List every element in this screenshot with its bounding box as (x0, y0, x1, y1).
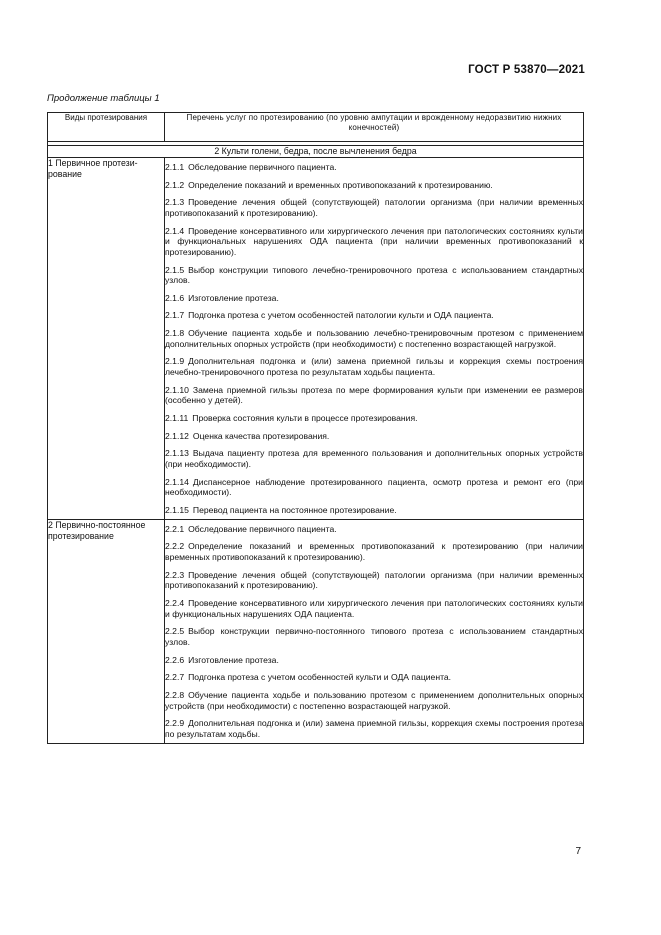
service-entry (165, 668, 583, 686)
service-entry (165, 651, 583, 669)
service-entry (165, 427, 583, 445)
table-continuation-label: Продолжение таблицы 1 (47, 93, 160, 104)
service-entry (165, 289, 583, 307)
service-number: 2.1.15 (165, 505, 189, 515)
service-number: 2.1.10 (165, 384, 189, 395)
service-text: Перевод пациента на постоянное протезирование. (192, 505, 397, 515)
service-text: Диспансерное наблюдение протезированного пациента, осмотр протеза и ремонт его (при необходимости). (165, 476, 583, 498)
service-text: Определение показаний и временных противопоказаний к протезированию. (188, 179, 493, 190)
service-text: Выбор конструкции первично-постоянного типового протеза с использованием стандартных узлов. (165, 626, 583, 647)
group-items (165, 519, 584, 743)
service-text: Обучение пациента ходьбе и пользованию лечебно-тренировочным протезом с применением дополнительных опорных устройств (при необходимости) с постепенно возрастающей нагрузкой. (165, 328, 583, 349)
column-header-services: Перечень услуг по протезированию (по уровню ампутации и врожденному недоразвитию нижних конечностей) (165, 113, 584, 142)
group-items (165, 157, 584, 519)
service-number: 2.1.2 (165, 179, 185, 190)
service-number: 2.2.9 (165, 718, 185, 729)
service-entry (165, 520, 583, 538)
service-entry (165, 686, 583, 714)
service-entry (165, 714, 583, 742)
service-entry (165, 381, 583, 409)
service-text: Проверка состояния культи в процессе протезирования. (192, 413, 418, 424)
service-number: 2.2.2 (165, 541, 185, 552)
service-number: 2.1.12 (165, 430, 189, 441)
service-text: Проведение консервативного или хирургического лечения при патологических состояниях культи и функциональных нарушениях ОДА пациента (при наличии временных противопоказаний к протезированию). (165, 225, 583, 257)
document-code: ГОСТ Р 53870—2021 (468, 64, 585, 76)
services-table (47, 112, 584, 744)
service-number: 2.1.5 (165, 264, 185, 275)
service-text: Оценка качества протезирования. (192, 430, 330, 441)
service-number: 2.1.14 (165, 476, 189, 487)
service-text: Проведение лечения общей (сопутствующей) патологии организма (при наличии временных противопоказаний к протезированию). (165, 197, 583, 218)
service-text: Выбор конструкции типового лечебно-тренировочного протеза с использованием стандартных узлов. (165, 264, 583, 286)
group-row (48, 519, 584, 743)
service-text: Изготовление протеза. (188, 654, 279, 665)
service-entry (165, 473, 583, 501)
service-number: 2.2.5 (165, 626, 185, 637)
service-number: 2.2.4 (165, 597, 185, 608)
service-text: Подгонка протеза с учетом особенностей культи и ОДА пациента. (188, 672, 452, 683)
page-number: 7 (575, 846, 581, 857)
service-entry (165, 176, 583, 194)
service-number: 2.1.1 (165, 161, 185, 172)
service-entry (165, 501, 583, 519)
service-number: 2.1.3 (165, 197, 185, 208)
service-entry (165, 324, 583, 352)
service-text: Обследование первичного пациента. (188, 161, 337, 172)
service-entry (165, 352, 583, 380)
service-number: 2.1.13 (165, 448, 189, 459)
group-kind: 2 Первично-постоянное протезирование (48, 519, 165, 743)
service-entry (165, 594, 583, 622)
service-number: 2.1.11 (165, 413, 189, 424)
service-text: Замена приемной гильзы протеза по мере формирования культи при изменении ее размеров (особенно у детей). (165, 384, 583, 406)
service-text: Обследование первичного пациента. (188, 523, 337, 534)
section-title: 2 Культи голени, бедра, после вычленения бедра (48, 146, 584, 158)
service-entry (165, 306, 583, 324)
service-number: 2.1.6 (165, 292, 185, 303)
service-number: 2.1.4 (165, 225, 185, 236)
service-text: Обучение пациента ходьбе и пользованию протезом с применением дополнительных опорных устройств (при необходимости) с постепенно возрастающей нагрузкой. (165, 689, 583, 711)
service-entry (165, 193, 583, 221)
service-entry (165, 566, 583, 594)
service-number: 2.2.8 (165, 689, 185, 700)
service-number: 2.2.3 (165, 569, 185, 580)
table-header-row (48, 113, 584, 142)
section-row (48, 146, 584, 158)
service-number: 2.2.6 (165, 654, 185, 665)
service-text: Определение показаний и временных противопоказаний к протезированию (при наличии временных противопоказаний к протезированию). (165, 541, 583, 562)
service-entry (165, 444, 583, 472)
column-header-kind: Виды протезирования (48, 113, 165, 142)
group-kind: 1 Первичное протези-рование (48, 157, 165, 519)
service-text: Проведение консервативного или хирургического лечения при патологических состояниях культи и функциональных нарушениях ОДА пациента. (165, 597, 583, 619)
service-entry (165, 222, 583, 261)
group-row (48, 157, 584, 519)
service-entry (165, 409, 583, 427)
service-text: Выдача пациенту протеза для временного пользования и дополнительных опорных устройств (при необходимости). (165, 448, 583, 470)
service-text: Дополнительная подгонка и (или) замена приемной гильзы, коррекция схемы построения протеза по результатам ходьбы. (165, 718, 583, 739)
service-entry (165, 622, 583, 650)
service-text: Изготовление протеза. (188, 292, 279, 303)
service-number: 2.2.7 (165, 672, 185, 683)
service-text: Дополнительная подгонка и (или) замена приемной гильзы и коррекция схемы построения лечебно-тренировочного протеза по результатам ходьбы пациента. (165, 356, 583, 378)
service-number: 2.1.8 (165, 328, 185, 339)
service-number: 2.1.9 (165, 356, 185, 367)
service-entry (165, 158, 583, 176)
service-text: Подгонка протеза с учетом особенностей патологии культи и ОДА пациента. (188, 310, 494, 321)
service-number: 2.1.7 (165, 310, 185, 321)
service-entry (165, 537, 583, 565)
service-entry (165, 261, 583, 289)
service-text: Проведение лечения общей (сопутствующей) патологии организма (при наличии временных противопоказаний к протезированию). (165, 569, 583, 591)
service-number: 2.2.1 (165, 523, 185, 534)
